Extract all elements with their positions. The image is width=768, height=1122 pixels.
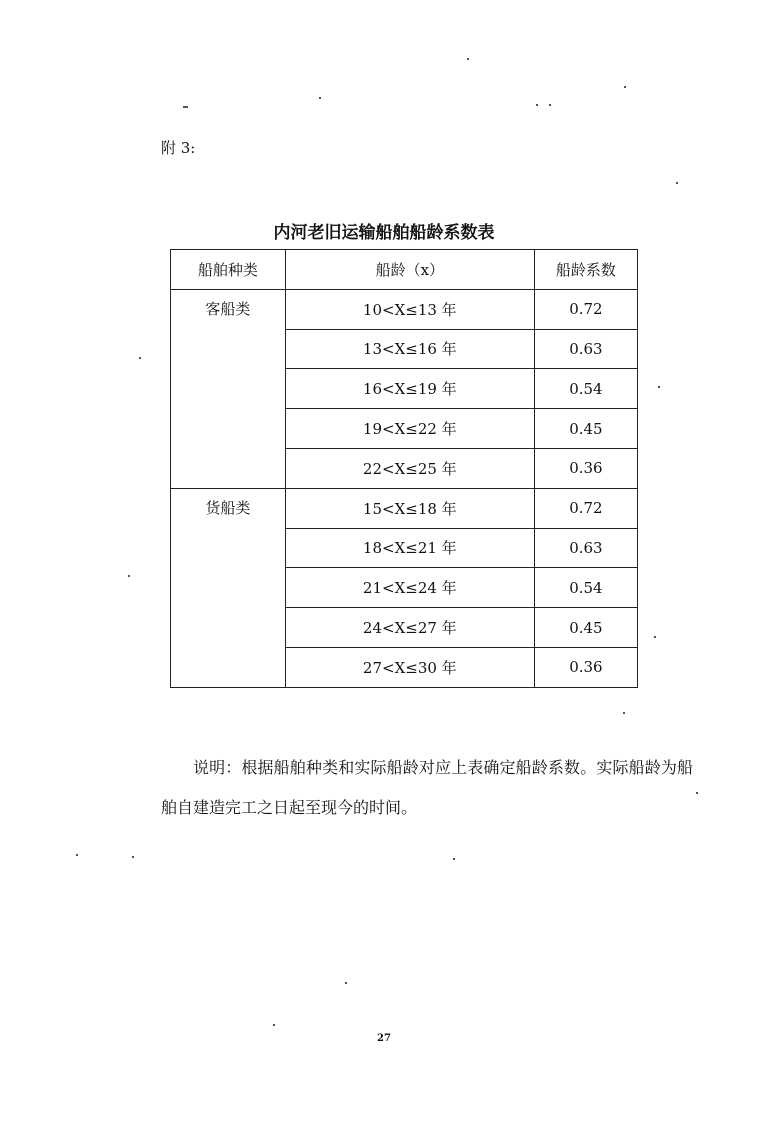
table-row	[171, 289, 638, 329]
coefficient-cell: 0.36	[534, 647, 637, 687]
scan-speck	[319, 97, 321, 99]
coefficient-cell: 0.72	[534, 488, 637, 528]
ship-age-coefficient-table	[170, 249, 638, 688]
header-ship-type: 船舶种类	[171, 250, 286, 290]
age-range-cell: 22<X≤25 年	[285, 448, 534, 488]
header-ship-age: 船龄（x）	[285, 250, 534, 290]
age-range-cell: 18<X≤21 年	[285, 528, 534, 568]
ship-type-cargo: 货船类	[171, 488, 286, 687]
header-age-coefficient: 船龄系数	[534, 250, 637, 290]
page-number: 27	[377, 1033, 391, 1044]
scan-speck	[467, 58, 469, 60]
scan-speck	[128, 575, 130, 577]
age-range-cell: 27<X≤30 年	[285, 647, 534, 687]
age-range-cell: 21<X≤24 年	[285, 568, 534, 608]
scan-speck	[139, 357, 141, 359]
table-header-row	[171, 250, 638, 290]
coefficient-cell: 0.72	[534, 289, 637, 329]
table-row	[171, 488, 638, 528]
scan-speck	[549, 104, 551, 106]
scan-speck	[183, 106, 188, 108]
coefficient-cell: 0.45	[534, 409, 637, 449]
coefficient-cell: 0.36	[534, 448, 637, 488]
scan-speck	[623, 712, 625, 714]
scan-speck	[345, 982, 347, 984]
age-range-cell: 10<X≤13 年	[285, 289, 534, 329]
coefficient-cell: 0.54	[534, 369, 637, 409]
appendix-label: 附 3:	[161, 139, 196, 157]
coefficient-cell: 0.63	[534, 329, 637, 369]
age-range-cell: 13<X≤16 年	[285, 329, 534, 369]
scan-speck	[453, 858, 455, 860]
scan-speck	[624, 86, 626, 88]
age-range-cell: 24<X≤27 年	[285, 608, 534, 648]
scan-speck	[658, 386, 660, 388]
ship-type-passenger: 客船类	[171, 289, 286, 488]
scan-speck	[273, 1024, 275, 1026]
scan-speck	[676, 182, 678, 184]
coefficient-cell: 0.45	[534, 608, 637, 648]
age-range-cell: 15<X≤18 年	[285, 488, 534, 528]
table-title: 内河老旧运输船舶船龄系数表	[273, 223, 495, 243]
scan-speck	[654, 636, 656, 638]
scan-speck	[536, 104, 538, 106]
age-range-cell: 16<X≤19 年	[285, 369, 534, 409]
age-range-cell: 19<X≤22 年	[285, 409, 534, 449]
coefficient-cell: 0.63	[534, 528, 637, 568]
scan-speck	[132, 856, 134, 858]
scan-speck	[76, 854, 78, 856]
coefficient-cell: 0.54	[534, 568, 637, 608]
scan-speck	[696, 792, 698, 794]
explanatory-note: 说明：根据船舶种类和实际船龄对应上表确定船龄系数。实际船龄为船舶自建造完工之日起至现今的时间。	[161, 758, 693, 817]
